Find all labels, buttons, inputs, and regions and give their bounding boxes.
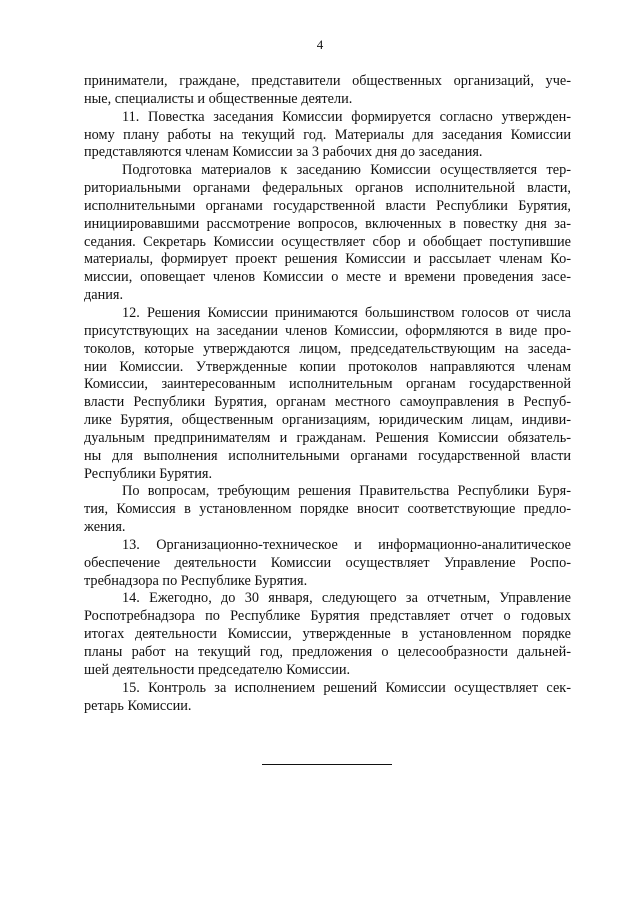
text-line: Роспотребнадзора по Республике Бурятия представляет отчет о годовых — [84, 608, 571, 625]
paragraph-first-line: Подготовка материалов к заседанию Комиссии осуществляется тер- — [122, 162, 571, 179]
text-line: Республики Бурятия. — [84, 465, 213, 482]
text-line: итогах деятельности Комиссии, утвержденные в установленном порядке — [84, 626, 571, 643]
text-line: материалы, формирует проект решения Комиссии и рассылает членам Ко- — [84, 251, 571, 268]
text-line: приниматели, граждане, представители общественных организаций, уче- — [84, 73, 571, 89]
page-number: 4 — [316, 37, 324, 52]
text-line: ны для выполнения исполнительными органами государственной власти — [84, 447, 571, 464]
text-line: токолов, которые утверждаются лицом, председательствующим на заседа- — [84, 340, 571, 357]
text-line: жения. — [84, 519, 126, 536]
text-line: инициировавшими рассмотрение вопросов, включенных в повестку дня за- — [84, 215, 571, 232]
closing-divider-line — [262, 764, 392, 765]
text-line: требнадзора по Республике Бурятия. — [84, 572, 308, 589]
text-line: нии Комиссии. Утвержденные копии протоколов направляются членам — [84, 358, 571, 375]
text-line: седания. Секретарь Комиссии осуществляет сбор и обобщает поступившие — [84, 233, 571, 250]
text-line: Комиссии, заинтересованным исполнительным органам государственной — [84, 376, 571, 393]
paragraph-first-line: 13. Организационно-техническое и информационно-аналитическое — [122, 536, 571, 553]
text-line: шей деятельности председателю Комиссии. — [84, 661, 351, 678]
paragraph-first-line: 11. Повестка заседания Комиссии формируется согласно утвержден- — [122, 108, 571, 125]
text-line: риториальными органами федеральных органов исполнительной власти, — [84, 180, 571, 197]
paragraph-first-line: По вопросам, требующим решения Правительства Республики Буря- — [122, 483, 571, 500]
text-line: представляются членам Комиссии за 3 рабочих дня до заседания. — [84, 144, 483, 161]
text-line: власти Республики Бурятия, органам местного самоуправления в Респуб- — [84, 394, 571, 411]
text-line: ретарь Комиссии. — [84, 697, 192, 714]
text-line: лике Бурятия, общественным организациям, юридическим лицам, индиви- — [84, 412, 571, 429]
text-line: обеспечение деятельности Комиссии осуществляет Управление Роспо- — [84, 554, 571, 571]
paragraph-first-line: 12. Решения Комиссии принимаются большинством голосов от числа — [122, 304, 571, 321]
text-line: ные, специалисты и общественные деятели. — [84, 90, 353, 107]
paragraph-first-line: 15. Контроль за исполнением решений Комиссии осуществляет сек- — [122, 679, 571, 696]
text-line: дания. — [84, 287, 124, 304]
text-line: исполнительными органами государственной власти Республики Бурятия, — [84, 197, 571, 214]
document-body — [84, 73, 571, 715]
text-line: присутствующих на заседании членов Комиссии, оформляются в виде про- — [84, 322, 571, 339]
text-line: миссии, оповещает членов Комиссии о месте и времени проведения засе- — [84, 269, 571, 286]
text-line: ному плану работы на текущий год. Материалы для заседания Комиссии — [84, 126, 571, 143]
text-line: дуальным предпринимателям и гражданам. Решения Комиссии обязатель- — [84, 429, 571, 446]
text-line: планы работ на текущий год, предложения о целесообразности дальней- — [84, 644, 571, 660]
paragraph-first-line: 14. Ежегодно, до 30 января, следующего за отчетным, Управление — [122, 590, 571, 607]
text-line: тия, Комиссия в установленном порядке вносит соответствующие предло- — [84, 501, 571, 518]
